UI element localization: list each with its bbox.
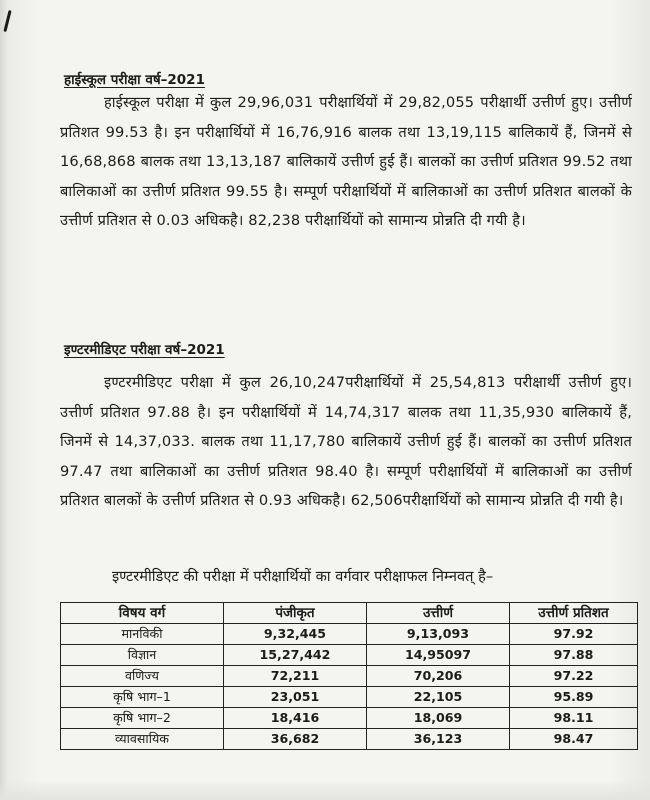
cell-registered: 36,682 [224, 729, 367, 750]
cell-percent: 97.92 [510, 624, 638, 645]
cell-percent: 98.47 [510, 729, 638, 750]
cell-registered: 18,416 [224, 708, 367, 729]
cell-passed: 36,123 [367, 729, 510, 750]
table-header-row [61, 603, 638, 624]
cell-percent: 98.11 [510, 708, 638, 729]
header-percent: उत्तीर्ण प्रतिशत [510, 603, 638, 624]
cell-passed: 18,069 [367, 708, 510, 729]
cell-category: कृषि भाग–2 [61, 708, 224, 729]
page-bottom-shadow [0, 780, 650, 800]
table-row [61, 624, 638, 645]
cell-registered: 23,051 [224, 687, 367, 708]
header-category: विषय वर्ग [61, 603, 224, 624]
cell-passed: 14,95097 [367, 645, 510, 666]
highschool-paragraph: हाईस्कूल परीक्षा में कुल 29,96,031 परीक्षार्थियों में 29,82,055 परीक्षार्थी उत्तीर्ण हुए। उत्तीर्ण प्रतिशत 99.53 है। इन परीक्षार्थियों में 16,76,916 बालक तथा 13,19,115 बालिकायें हैं, जिनमें से 16,68,868 बालक तथा 13,13,187 बालिकायें उत्तीर्ण हुई हैं। बालकों का उत्तीर्ण प्रतिशत 99.52 तथा बालिकाओं का उत्तीर्ण प्रतिशत 99.55 है। सम्पूर्ण परीक्षार्थियों में बालिकाओं का उत्तीर्ण प्रतिशत बालकों के उत्तीर्ण प्रतिशत से 0.03 अधिकहै। 82,238 परीक्षार्थियों को सामान्य प्रोन्नति दी गयी है। [60, 94, 632, 229]
cell-category: विज्ञान [61, 645, 224, 666]
cell-category: कृषि भाग–1 [61, 687, 224, 708]
cell-passed: 22,105 [367, 687, 510, 708]
cell-percent: 95.89 [510, 687, 638, 708]
intermediate-heading: इण्टरमीडिएट परीक्षा वर्ष–2021 [64, 342, 225, 358]
intermediate-paragraph: इण्टरमीडिएट परीक्षा में कुल 26,10,247परीक्षार्थियों में 25,54,813 परीक्षार्थी उत्तीर्ण हुए। उत्तीर्ण प्रतिशत 97.88 है। इन परीक्षार्थियों में 14,74,317 बालक तथा 11,35,930 बालिकायें हैं, जिनमें से 14,37,033. बालक तथा 11,17,780 बालिकायें उत्तीर्ण हुई हैं। बालकों का उत्तीर्ण प्रतिशत 97.47 तथा बालिकाओं का उत्तीर्ण प्रतिशत 98.40 है। सम्पूर्ण परीक्षार्थियों में बालिकाओं का उत्तीर्ण प्रतिशत बालकों के उत्तीर्ण प्रतिशत से 0.93 अधिकहै। 62,506परीक्षार्थियों को सामान्य प्रोन्नति दी गयी है। [60, 374, 632, 509]
cell-category: वणिज्य [61, 666, 224, 687]
table-row [61, 708, 638, 729]
highschool-heading: हाईस्कूल परीक्षा वर्ष–2021 [64, 72, 205, 88]
cell-percent: 97.88 [510, 645, 638, 666]
table-row [61, 645, 638, 666]
results-table [60, 602, 638, 750]
table-row [61, 687, 638, 708]
header-registered: पंजीकृत [224, 603, 367, 624]
cell-registered: 9,32,445 [224, 624, 367, 645]
cell-passed: 70,206 [367, 666, 510, 687]
cell-registered: 15,27,442 [224, 645, 367, 666]
cell-registered: 72,211 [224, 666, 367, 687]
table-row [61, 729, 638, 750]
cell-category: व्यावसायिक [61, 729, 224, 750]
table-caption: इण्टरमीडिएट की परीक्षा में परीक्षार्थियों का वर्गवार परीक्षाफल निम्नवत् है– [112, 568, 494, 585]
cell-category: मानविकी [61, 624, 224, 645]
cell-passed: 9,13,093 [367, 624, 510, 645]
header-passed: उत्तीर्ण [367, 603, 510, 624]
cell-percent: 97.22 [510, 666, 638, 687]
table-row [61, 666, 638, 687]
